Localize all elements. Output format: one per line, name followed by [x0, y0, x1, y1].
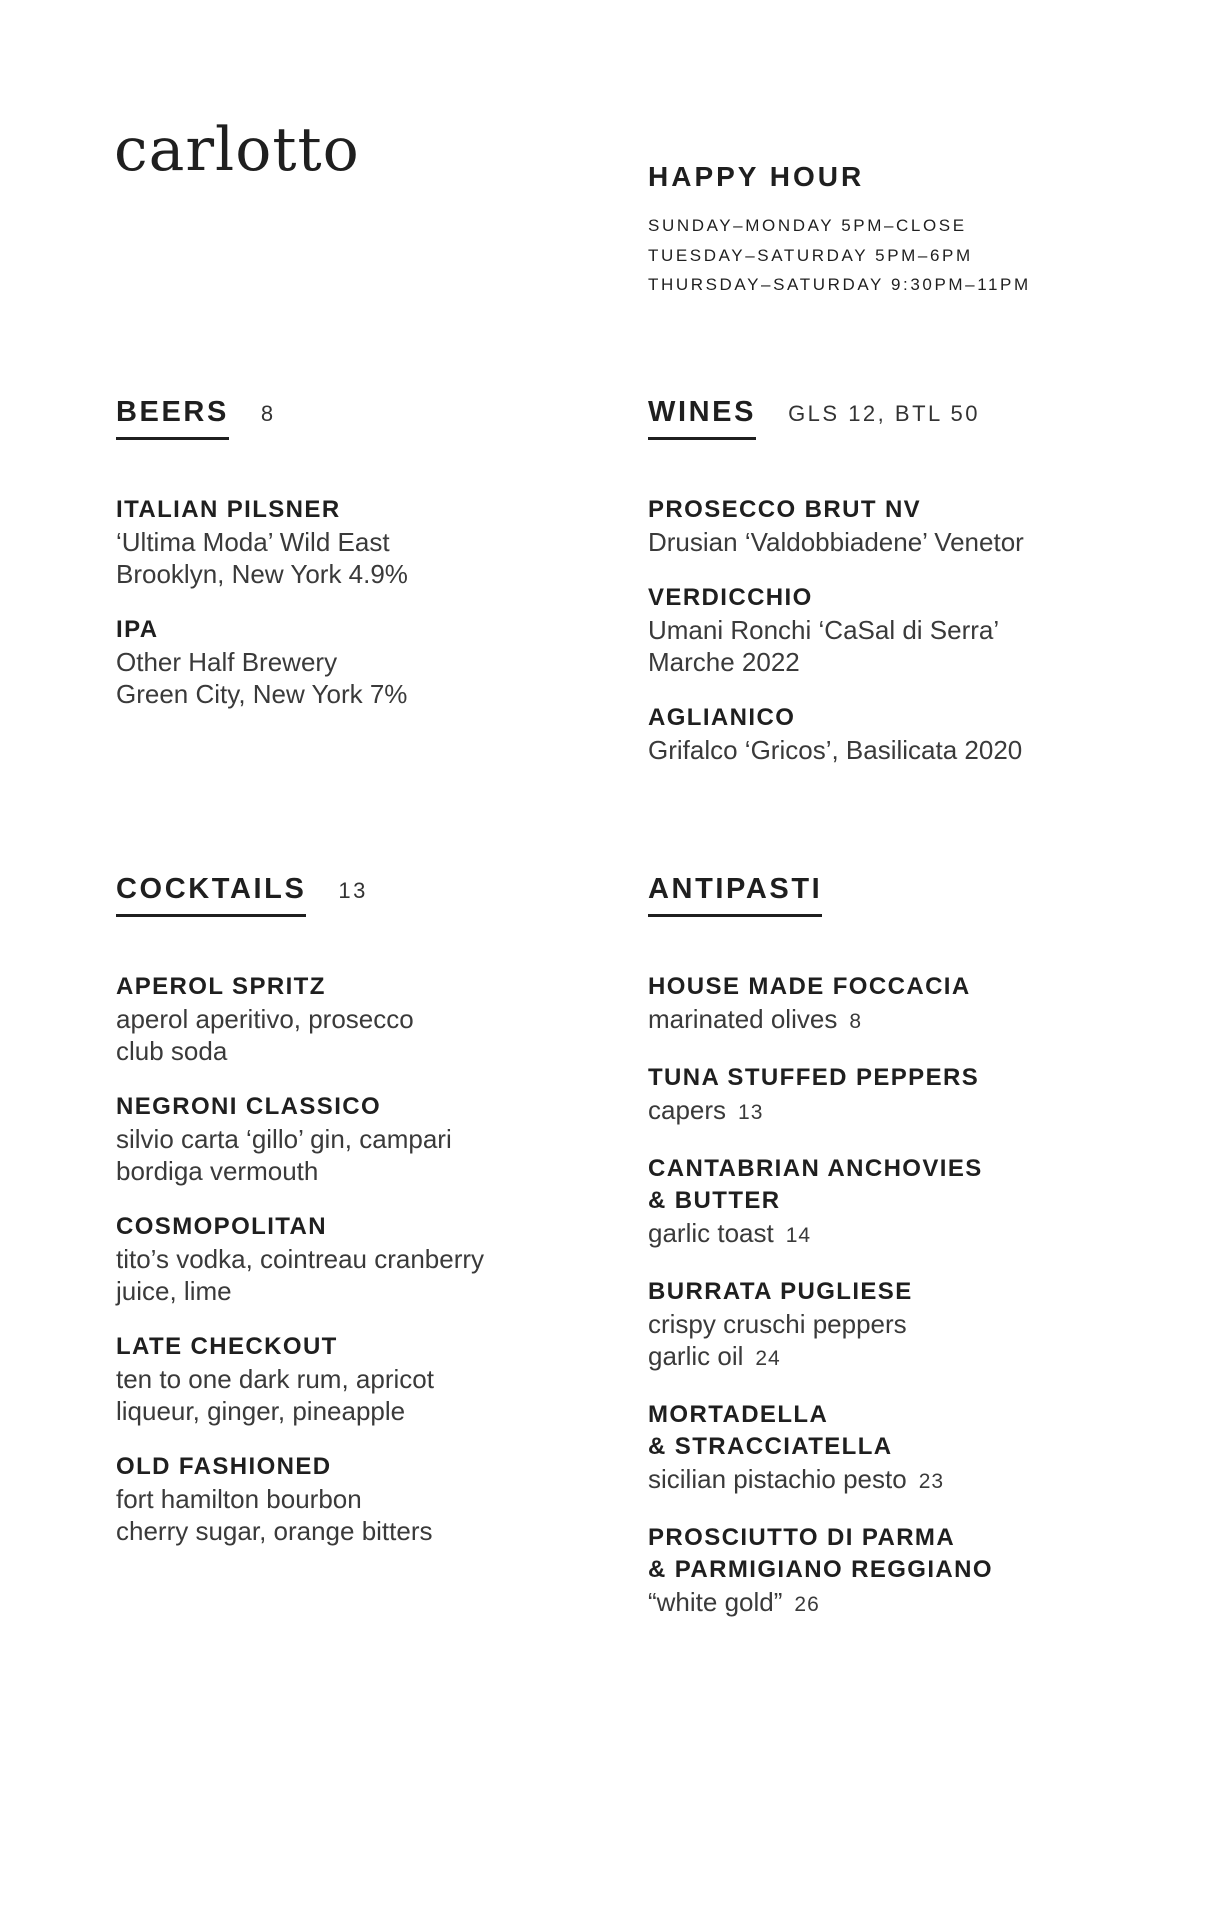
- schedule-line: THURSDAY–SATURDAY 9:30PM–11PM: [648, 275, 1031, 294]
- item-desc: juice, lime: [116, 1276, 232, 1306]
- schedule-line: SUNDAY–MONDAY 5PM–CLOSE: [648, 216, 967, 235]
- list-item: [648, 494, 1168, 558]
- item-name: PROSCIUTTO DI PARMA: [648, 1524, 956, 1551]
- item-name: OLD FASHIONED: [116, 1453, 332, 1480]
- cocktails-price: 13: [338, 878, 368, 903]
- item-desc: aperol aperitivo, prosecco: [116, 1004, 414, 1034]
- schedule-line: TUESDAY–SATURDAY 5PM–6PM: [648, 245, 973, 265]
- item-desc: crispy cruschi peppers: [648, 1309, 907, 1339]
- beers-header: [116, 398, 276, 440]
- item-desc: ‘Ultima Moda’ Wild East: [116, 527, 390, 557]
- antipasti-title: ANTIPASTI: [648, 875, 822, 917]
- item-desc: Grifalco ‘Gricos’, Basilicata 2020: [648, 735, 1023, 765]
- item-name: APEROL SPRITZ: [116, 973, 326, 1000]
- item-price: 26: [794, 1593, 820, 1616]
- item-desc: Drusian ‘Valdobbiadene’ Venetor: [648, 527, 1024, 557]
- item-desc: liqueur, ginger, pineapple: [116, 1396, 406, 1426]
- item-desc-text: marinated olives: [648, 1004, 838, 1034]
- wines-title: WINES: [648, 398, 756, 440]
- item-name: & BUTTER: [648, 1187, 781, 1214]
- wines-header: [648, 398, 980, 440]
- item-price: 13: [738, 1101, 764, 1124]
- item-desc: [648, 1586, 1168, 1621]
- item-name: TUNA STUFFED PEPPERS: [648, 1064, 980, 1091]
- item-name: VERDICCHIO: [648, 584, 813, 611]
- item-price: 8: [849, 1010, 862, 1033]
- list-item: [648, 1153, 1168, 1252]
- item-desc: Other Half Brewery: [116, 647, 338, 677]
- list-item: [648, 1062, 1168, 1129]
- item-desc: [648, 1463, 1168, 1498]
- item-desc: Marche 2022: [648, 647, 800, 677]
- item-desc: Brooklyn, New York 4.9%: [116, 559, 408, 589]
- item-desc-text: “white gold”: [648, 1587, 783, 1617]
- item-name: AGLIANICO: [648, 704, 796, 731]
- beers-title: BEERS: [116, 398, 229, 440]
- list-item: [648, 702, 1168, 766]
- cocktails-title: COCKTAILS: [116, 875, 306, 917]
- list-item: [116, 1451, 636, 1547]
- list-item: [116, 494, 636, 590]
- happy-hour-schedule: [648, 211, 1031, 300]
- item-name: NEGRONI CLASSICO: [116, 1093, 382, 1120]
- beers-price: 8: [260, 401, 276, 426]
- item-desc: [648, 1340, 1168, 1375]
- wines-price: GLS 12, BTL 50: [788, 401, 981, 426]
- restaurant-logo: carlotto: [114, 115, 360, 185]
- item-desc: cherry sugar, orange bitters: [116, 1516, 433, 1546]
- item-desc: fort hamilton bourbon: [116, 1484, 362, 1514]
- list-item: [116, 1091, 636, 1187]
- item-name: & PARMIGIANO REGGIANO: [648, 1556, 993, 1583]
- item-name: PROSECCO BRUT NV: [648, 496, 922, 523]
- item-name: COSMOPOLITAN: [116, 1213, 328, 1240]
- item-desc-text: garlic oil: [648, 1341, 744, 1371]
- happy-hour-title: HAPPY HOUR: [648, 161, 865, 192]
- list-item: [648, 582, 1168, 678]
- item-desc: Umani Ronchi ‘CaSal di Serra’: [648, 615, 1000, 645]
- cocktails-list: [116, 971, 636, 1571]
- list-item: [648, 971, 1168, 1038]
- item-price: 14: [785, 1224, 812, 1247]
- item-desc: bordiga vermouth: [116, 1156, 319, 1186]
- item-name: ITALIAN PILSNER: [116, 496, 341, 523]
- list-item: [648, 1522, 1168, 1621]
- wines-list: [648, 494, 1168, 790]
- item-desc: [648, 1094, 1168, 1129]
- item-desc-text: capers: [648, 1095, 727, 1125]
- item-name: LATE CHECKOUT: [116, 1333, 338, 1360]
- item-name: IPA: [116, 616, 159, 643]
- beers-list: [116, 494, 636, 734]
- cocktails-header: [116, 875, 368, 917]
- list-item: [116, 1331, 636, 1427]
- item-desc: [648, 1003, 1168, 1038]
- item-name: CANTABRIAN ANCHOVIES: [648, 1155, 983, 1182]
- item-name: & STRACCIATELLA: [648, 1433, 893, 1460]
- list-item: [116, 614, 636, 710]
- list-item: [116, 1211, 636, 1307]
- item-price: 24: [755, 1347, 781, 1370]
- item-desc: ten to one dark rum, apricot: [116, 1364, 434, 1394]
- list-item: [116, 971, 636, 1067]
- antipasti-header: [648, 875, 822, 917]
- item-price: 23: [918, 1470, 945, 1493]
- item-desc: silvio carta ‘gillo’ gin, campari: [116, 1124, 452, 1154]
- item-desc: Green City, New York 7%: [116, 679, 408, 709]
- item-name: HOUSE MADE FOCCACIA: [648, 973, 971, 1000]
- item-desc-text: sicilian pistachio pesto: [648, 1464, 907, 1494]
- item-name: MORTADELLA: [648, 1401, 829, 1428]
- list-item: [648, 1276, 1168, 1375]
- item-desc: [648, 1217, 1168, 1252]
- item-desc: club soda: [116, 1036, 228, 1066]
- item-desc-text: garlic toast: [648, 1218, 774, 1248]
- item-desc: tito’s vodka, cointreau cranberry: [116, 1244, 485, 1274]
- list-item: [648, 1399, 1168, 1498]
- item-name: BURRATA PUGLIESE: [648, 1278, 913, 1305]
- antipasti-list: [648, 971, 1168, 1645]
